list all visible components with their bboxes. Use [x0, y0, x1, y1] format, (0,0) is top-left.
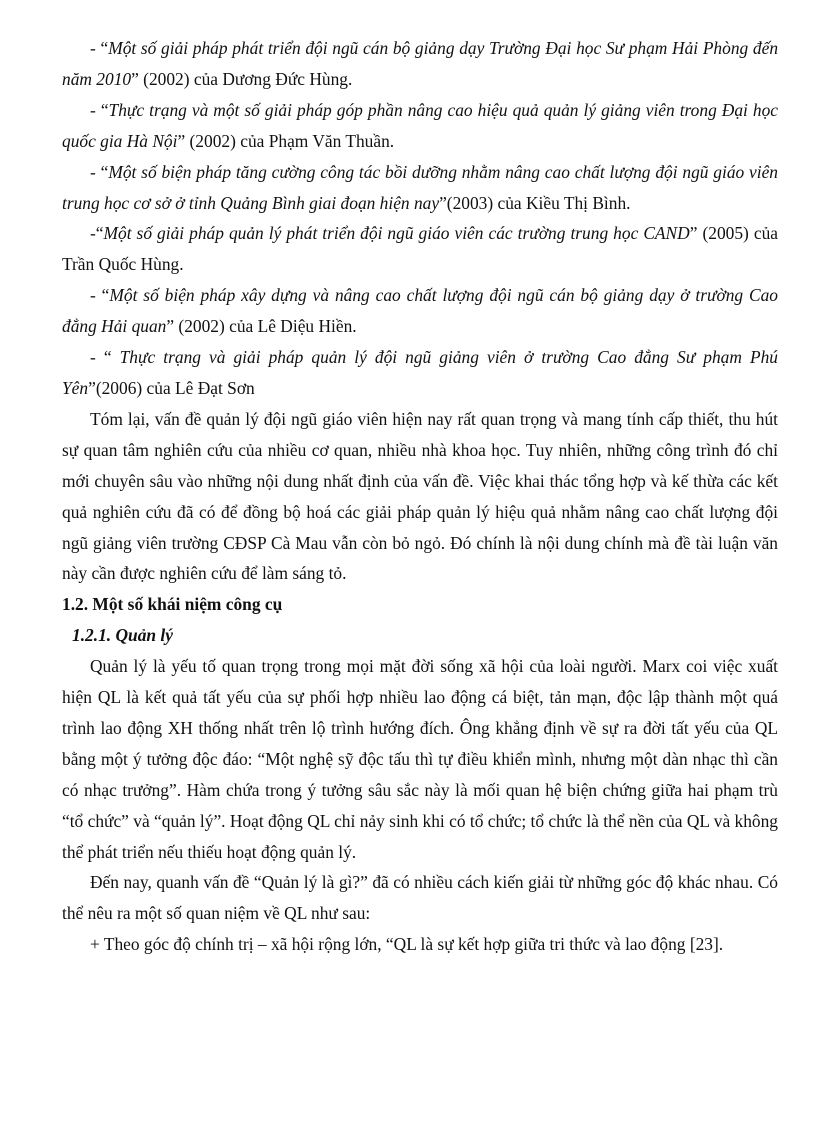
reference-item	[62, 218, 778, 280]
political-view-paragraph: + Theo góc độ chính trị – xã hội rộng lớn, “QL là sự kết hợp giữa tri thức và lao động [23].	[90, 934, 724, 955]
summary-paragraph: Tóm lại, vấn đề quản lý đội ngũ giáo viên hiện nay rất quan trọng và mang tính cấp thiết, thu hút sự quan tâm nghiên cứu của nhiều cơ quan, nhiều nhà khoa học. Tuy nhiên, những công trình đó chỉ mới chuyên sâu vào những nội dung nhất định của vấn đề. Việc khai thác tổng hợp và kế thừa các kết quả nghiên cứu đã có để đồng bộ hoá các giải pháp quản lý hiệu quả nhằm nâng cao chất lượng đội ngũ giảng viên trường CĐSP Cà Mau vẫn còn bỏ ngỏ. Đó chính là nội dung chính mà đề tài luận văn này cần được nghiên cứu để làm sáng tỏ.	[62, 408, 778, 584]
subsection-heading: 1.2.1. Quản lý	[72, 625, 173, 646]
reference-prefix: - “	[90, 38, 109, 58]
section-heading: 1.2. Một số khái niệm công cụ	[62, 594, 283, 615]
reference-prefix: - “	[90, 285, 110, 306]
reference-prefix: - “	[90, 99, 109, 120]
reference-suffix: ” (2002) của Phạm Văn Thuần.	[177, 130, 395, 151]
reference-title: Một số giải pháp phát triển đội ngũ cán bộ giảng dạy Trường Đại học Sư phạm Hải Phòng đến năm 2010	[62, 38, 779, 89]
document-page	[62, 33, 778, 960]
management-paragraph: Quản lý là yếu tố quan trọng trong mọi mặt đời sống xã hội của loài người. Marx coi việc xuất hiện QL là kết quả tất yếu của sự phối hợp nhiều lao động cá biệt, tản mạn, độc lập thành một quá trình lao động XH thống nhất trên lộ trình hướng đích. Ông khẳng định về sự ra đời tất yếu của QL bằng một ý tưởng độc đáo: “Một nghệ sỹ độc tấu thì tự điều khiển mình, nhưng một dàn nhạc thì cần có nhạc trưởng”. Hàm chứa trong ý tưởng sâu sắc này là mối quan hệ biện chứng giữa hai phạm trù “tổ chức” và “quản lý”. Hoạt động QL chỉ nảy sinh khi có tổ chức; tổ chức là thể nền của QL và không thể phát triển nếu thiếu hoạt động quản lý.	[62, 656, 778, 862]
reference-suffix: ”(2003) của Kiều Thị Bình.	[439, 192, 631, 213]
reference-title: Thực trạng và một số giải pháp góp phần nâng cao hiệu quả quản lý giảng viên trong Đại học quốc gia Hà Nội	[62, 99, 779, 151]
reference-item	[62, 33, 778, 95]
reference-item	[62, 157, 778, 219]
reference-title: Một số biện pháp xây dựng và nâng cao chất lượng đội ngũ cán bộ giảng dạy ở trường Cao đẳng Hải quan	[62, 285, 778, 337]
reference-prefix: - “	[90, 161, 109, 182]
reference-suffix: ” (2002) của Dương Đức Hùng.	[131, 68, 353, 89]
reference-suffix: ” (2002) của Lê Diệu Hiền.	[166, 316, 357, 337]
concepts-paragraph: Đến nay, quanh vấn đề “Quản lý là gì?” đã có nhiều cách kiến giải từ những góc độ khác nhau. Có thể nêu ra một số quan niệm về QL như sau:	[62, 872, 778, 924]
reference-title: Một số giải pháp quản lý phát triển đội ngũ giáo viên các trường trung học CAND	[103, 223, 690, 244]
reference-title: Một số biện pháp tăng cường công tác bồi dưỡng nhằm nâng cao chất lượng đội ngũ giáo viên trung học cơ sở ở tỉnh Quảng Bình giai đoạn hiện nay	[62, 161, 779, 213]
reference-item	[62, 95, 778, 157]
reference-prefix: - “	[90, 347, 120, 368]
reference-suffix: ”(2006) của Lê Đạt Sơn	[88, 377, 255, 398]
reference-title: Thực trạng và giải pháp quản lý đội ngũ giảng viên ở trường Cao đẳng Sư phạm Phú Yên	[62, 347, 779, 398]
reference-item	[62, 280, 778, 342]
reference-prefix: -“	[90, 223, 104, 244]
reference-suffix: ” (2005) của Trần Quốc Hùng.	[62, 223, 778, 275]
reference-item	[62, 342, 778, 404]
